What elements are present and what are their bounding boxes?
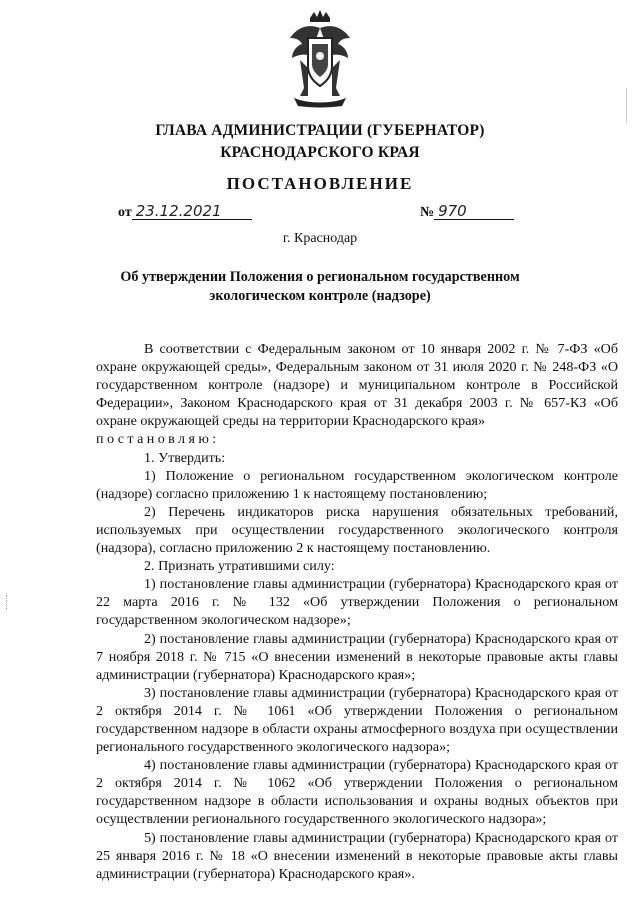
document-body: [96, 340, 618, 883]
body-paragraph: 1) Положение о региональном государственном экологическом контроле (надзоре) согласно приложению 1 к настоящему постановлению;: [96, 467, 618, 502]
authority-line-1: ГЛАВА АДМИНИСТРАЦИИ (ГУБЕРНАТОР): [155, 122, 485, 139]
body-paragraph: В соответствии с Федеральным законом от 10 января 2002 г. № 7-ФЗ «Об охране окружающей среды», Федеральным законом от 31 июля 2020 г. № 248-ФЗ «О государственном контроле (надзоре) и муниципальном контроле в Российской Федерации», Законом Краснодарского края от 31 декабря 2003 г. № 657-КЗ «Об охране окружающей среды на территории Краснодарского края»: [96, 341, 618, 430]
body-paragraph: 2. Признать утратившими силу:: [144, 558, 335, 575]
handwritten-date: 23.12.2021: [132, 203, 252, 220]
resolution-word: постановляю:: [96, 431, 220, 448]
number-prefix: №: [420, 205, 435, 220]
body-paragraph: 2) Перечень индикаторов риска нарушения обязательных требований, используемых при осуществлении государственного экологического контроля (надзора), согласно приложению 2 к настоящему постановлению.: [96, 503, 618, 557]
body-paragraph: 1. Утвердить:: [144, 449, 226, 466]
subject-line-1: Об утверждении Положения о региональном государственном: [120, 269, 520, 285]
body-paragraph: 4) постановление главы администрации (губернатора) Краснодарского края от 2 октября 2014 г. № 1062 «Об утверждении Положения о региональном государственном надзоре в области использования и охраны водных объектов при осуществлении регионального государственного экологического надзора»;: [96, 757, 618, 828]
body-paragraph: 3) постановление главы администрации (губернатора) Краснодарского края от 2 октября 2014 г. № 1061 «Об утверждении Положения о региональном государственном надзоре в области охраны атмосферного воздуха при осуществлении регионального государственного экологического надзора»;: [96, 684, 618, 756]
issuing-authority: [0, 120, 640, 164]
issue-city: г. Краснодар: [282, 231, 358, 246]
document-date: [118, 203, 252, 221]
body-paragraph: 5) постановление главы администрации (губернатора) Краснодарского края от 25 января 2016 г. № 18 «О внесении изменений в некоторые правовые акты главы администрации (губернатора) Краснодарского края».: [96, 829, 618, 882]
authority-line-2: КРАСНОДАРСКОГО КРАЯ: [220, 144, 420, 161]
document-number: [420, 203, 514, 221]
document-type-title: ПОСТАНОВЛЕНИЕ: [226, 174, 414, 193]
body-paragraph: 1) постановление главы администрации (губернатора) Краснодарского края от 22 марта 2016 г. № 132 «Об утверждении Положения о региональном государственном экологическом надзоре»;: [96, 576, 618, 629]
margin-dot-mark: [6, 595, 10, 609]
margin-stamp-mark: [626, 88, 633, 124]
subject-line-2: экологическом контроле (надзоре): [209, 288, 431, 304]
document-subject: [120, 268, 520, 306]
coat-of-arms-icon: [280, 8, 360, 108]
body-paragraph: 2) постановление главы администрации (губернатора) Краснодарского края от 7 ноября 2018 г. № 715 «О внесении изменений в некоторые правовые акты главы администрации (губернатора) Краснодарского края»;: [96, 630, 618, 683]
coat-of-arms-emblem: [280, 8, 360, 108]
date-prefix: от: [118, 205, 132, 220]
handwritten-number: 970: [434, 203, 514, 220]
